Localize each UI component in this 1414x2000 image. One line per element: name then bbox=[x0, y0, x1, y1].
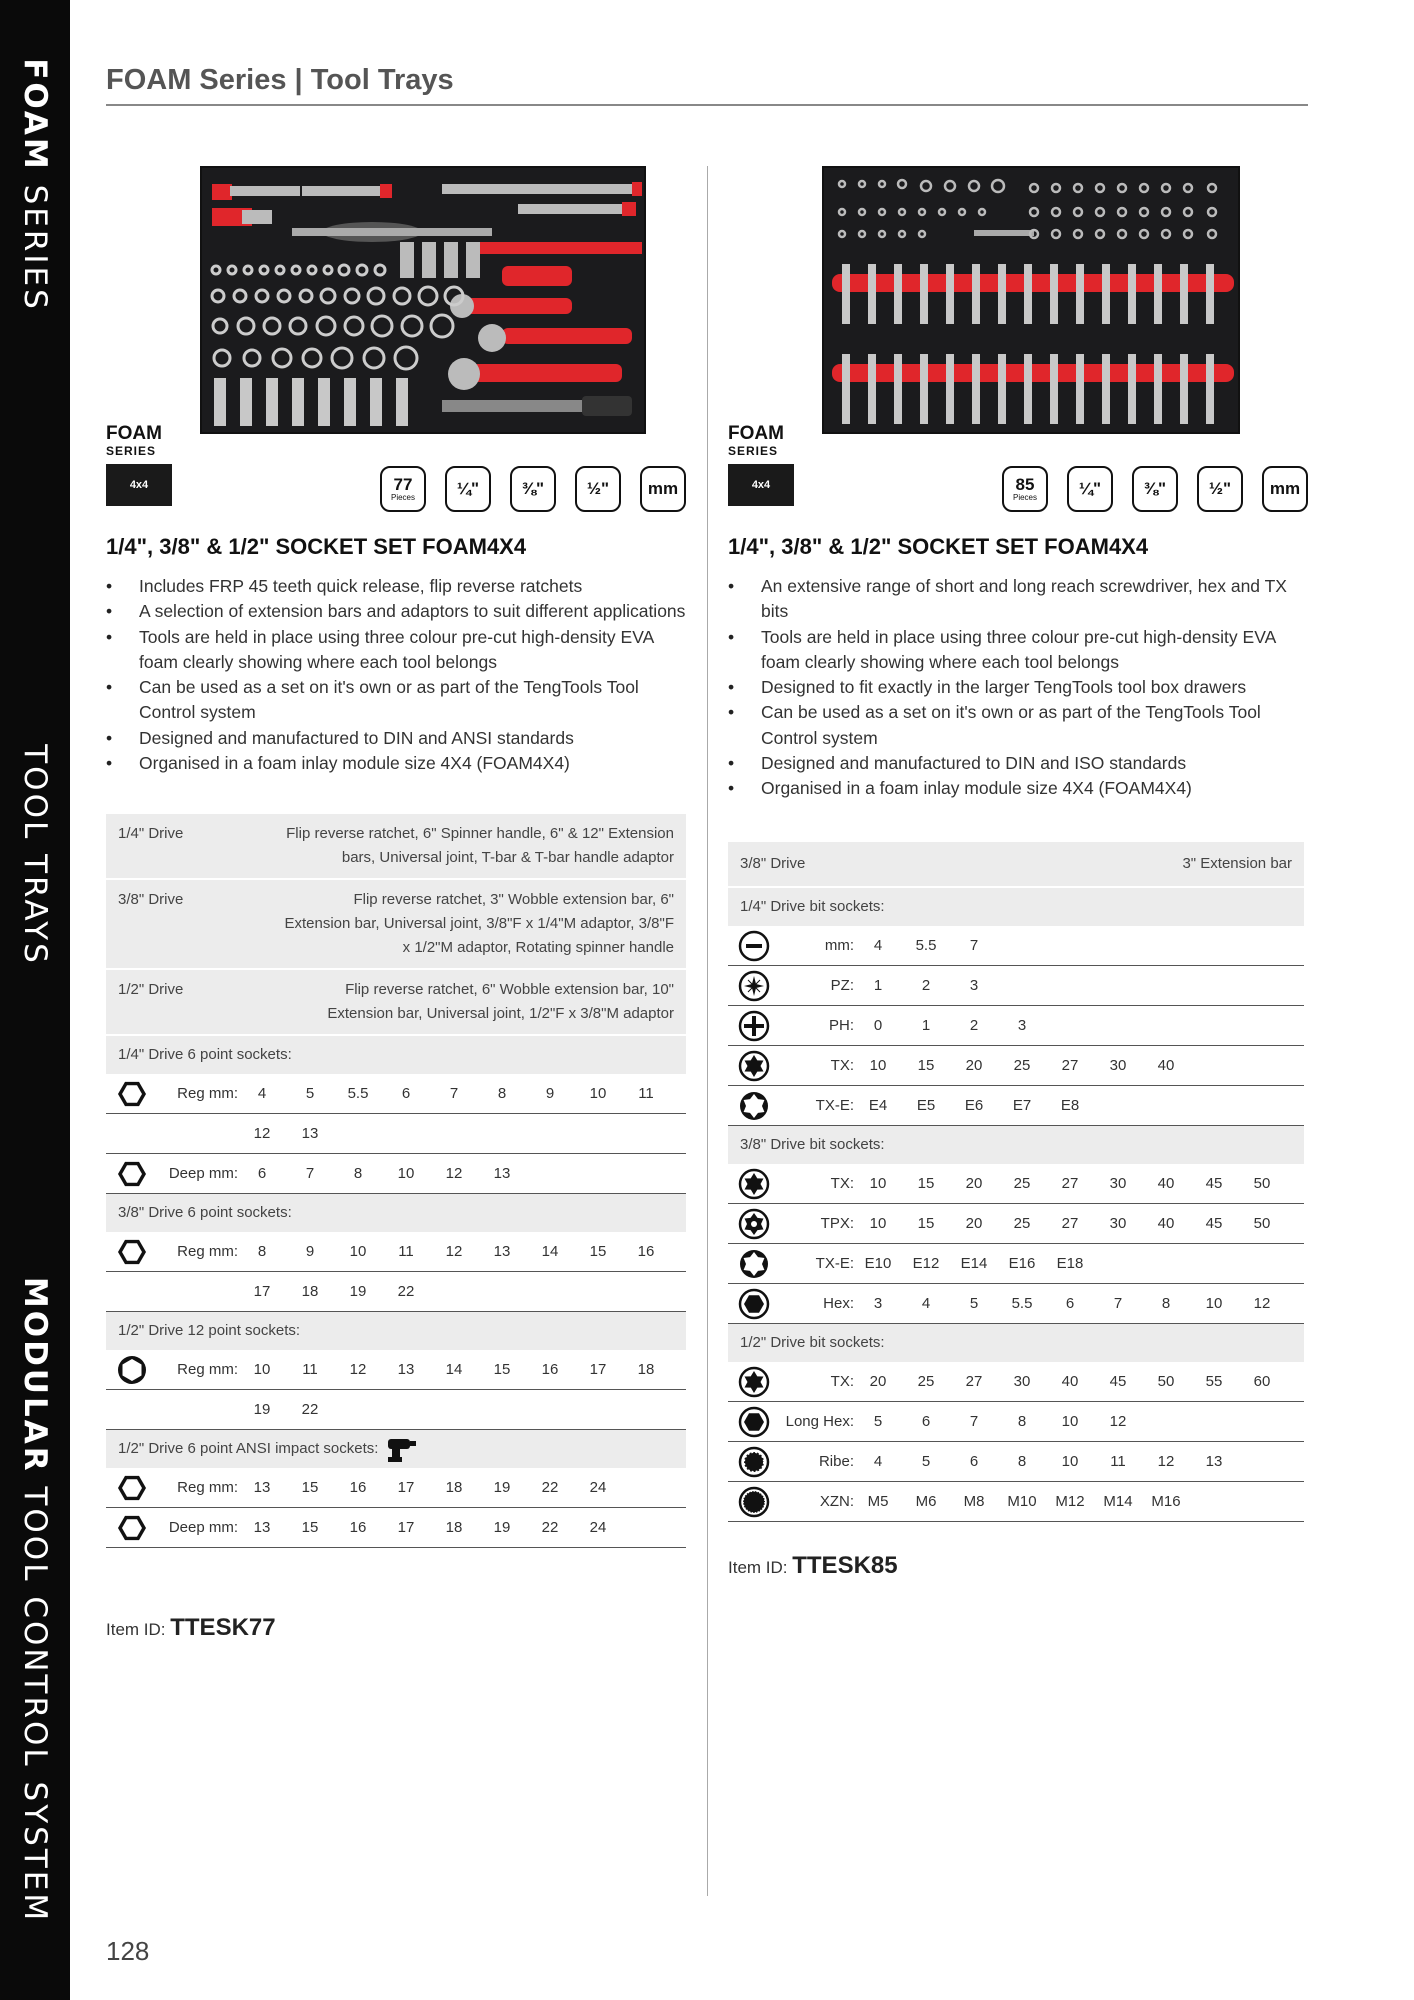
row-value: 19 bbox=[493, 1479, 511, 1496]
column-divider bbox=[707, 166, 708, 1896]
product-title: 1/4", 3/8" & 1/2" SOCKET SET FOAM4X4 bbox=[106, 534, 527, 559]
row-value: M6 bbox=[915, 1493, 937, 1510]
row-value: 7 bbox=[969, 1413, 979, 1430]
row-value: E10 bbox=[864, 1255, 892, 1272]
row-value: 14 bbox=[541, 1243, 559, 1260]
drive-row: 1/4" Drive Flip reverse ratchet, 6" Spinner handle, 6" & 12" Extension bars, Universal joint, T-bar & T-bar handle adaptor bbox=[106, 814, 686, 880]
row-value: 25 bbox=[1013, 1215, 1031, 1232]
row-value: 8 bbox=[353, 1165, 363, 1182]
row-value: 22 bbox=[541, 1479, 559, 1496]
e-torx-bit-icon bbox=[738, 1090, 770, 1122]
feature-item: • Designed and manufactured to DIN and ISO standards bbox=[728, 751, 1308, 776]
row-value: 1 bbox=[873, 977, 883, 994]
row-value: E7 bbox=[1012, 1097, 1032, 1114]
row-value: 10 bbox=[349, 1243, 367, 1260]
section-header: 1/4" Drive bit sockets: bbox=[728, 888, 1304, 926]
row-label: Deep mm: bbox=[168, 1165, 238, 1182]
feature-list bbox=[728, 574, 1308, 802]
feature-item: • An extensive range of short and long reach screwdriver, hex and TX bits bbox=[728, 574, 1308, 625]
row-value: 30 bbox=[1109, 1175, 1127, 1192]
row-value: 20 bbox=[965, 1175, 983, 1192]
spec-row bbox=[728, 1006, 1304, 1046]
row-value: 45 bbox=[1205, 1175, 1223, 1192]
hex-socket-icon bbox=[116, 1472, 148, 1504]
row-value: 10 bbox=[1205, 1295, 1223, 1312]
sidebar bbox=[0, 0, 70, 2000]
row-value: 19 bbox=[493, 1519, 511, 1536]
feature-item: • Designed to fit exactly in the larger TengTools tool box drawers bbox=[728, 675, 1308, 700]
feature-item: • Tools are held in place using three colour pre-cut high-density EVA foam clearly showing where each tool belongs bbox=[106, 625, 686, 676]
row-value: 50 bbox=[1253, 1215, 1271, 1232]
spec-row bbox=[106, 1390, 686, 1430]
row-value: 19 bbox=[349, 1283, 367, 1300]
spec-row bbox=[106, 1232, 686, 1272]
row-value: 4 bbox=[873, 937, 883, 954]
feature-item: • Organised in a foam inlay module size 4X4 (FOAM4X4) bbox=[106, 751, 686, 776]
row-value: 16 bbox=[637, 1243, 655, 1260]
row-value: E18 bbox=[1056, 1255, 1084, 1272]
row-value: 6 bbox=[921, 1413, 931, 1430]
row-value: 7 bbox=[1113, 1295, 1123, 1312]
row-value: 55 bbox=[1205, 1373, 1223, 1390]
row-label: TX-E: bbox=[815, 1097, 854, 1114]
spec-row bbox=[728, 1402, 1304, 1442]
row-value: E6 bbox=[964, 1097, 984, 1114]
row-value: 16 bbox=[541, 1361, 559, 1378]
row-value: 8 bbox=[1161, 1295, 1171, 1312]
row-value: 45 bbox=[1109, 1373, 1127, 1390]
xzn-bit-icon bbox=[738, 1486, 770, 1518]
spec-badges bbox=[1002, 466, 1308, 512]
row-value: 12 bbox=[445, 1243, 463, 1260]
row-value: 12 bbox=[253, 1125, 271, 1142]
half-inch-badge: ½" bbox=[1197, 466, 1243, 512]
row-value: 17 bbox=[253, 1283, 271, 1300]
row-value: 18 bbox=[637, 1361, 655, 1378]
row-value: E14 bbox=[960, 1255, 988, 1272]
row-value: 10 bbox=[397, 1165, 415, 1182]
feature-item: • Can be used as a set on it's own or as part of the TengTools Tool Control system bbox=[106, 675, 686, 726]
row-value: 3 bbox=[1017, 1017, 1027, 1034]
row-value: 4 bbox=[921, 1295, 931, 1312]
torx-bit-icon bbox=[738, 1168, 770, 1200]
spec-row bbox=[728, 966, 1304, 1006]
row-value: 13 bbox=[493, 1165, 511, 1182]
product-title: 1/4", 3/8" & 1/2" SOCKET SET FOAM4X4 bbox=[728, 534, 1149, 559]
row-label: Reg mm: bbox=[177, 1479, 238, 1496]
row-value: 5 bbox=[873, 1413, 883, 1430]
page-title: FOAM Series | Tool Trays bbox=[106, 64, 454, 96]
row-value: 18 bbox=[301, 1283, 319, 1300]
row-value: 25 bbox=[1013, 1175, 1031, 1192]
row-value: 2 bbox=[969, 1017, 979, 1034]
row-value: 5 bbox=[921, 1453, 931, 1470]
foam-series-logo: FOAM SERIES 4x4 bbox=[106, 424, 172, 506]
spec-row bbox=[728, 1164, 1304, 1204]
row-label: TX: bbox=[830, 1373, 854, 1390]
row-value: 8 bbox=[257, 1243, 267, 1260]
row-value: 40 bbox=[1061, 1373, 1079, 1390]
row-value: 20 bbox=[869, 1373, 887, 1390]
row-value: 12 bbox=[349, 1361, 367, 1378]
hex-bit-icon bbox=[738, 1288, 770, 1320]
twelve-point-socket-icon bbox=[116, 1354, 148, 1386]
row-value: 7 bbox=[305, 1165, 315, 1182]
row-value: 12 bbox=[1157, 1453, 1175, 1470]
item-id: Item ID: TTESK85 bbox=[728, 1552, 898, 1579]
row-value: 10 bbox=[869, 1057, 887, 1074]
half-inch-badge: ½" bbox=[575, 466, 621, 512]
row-value: 13 bbox=[253, 1479, 271, 1496]
spec-row bbox=[728, 1442, 1304, 1482]
feature-item: • Organised in a foam inlay module size 4X4 (FOAM4X4) bbox=[728, 776, 1308, 801]
row-value: 3 bbox=[873, 1295, 883, 1312]
metric-badge: mm bbox=[1262, 466, 1308, 512]
tray-photo-bits bbox=[822, 166, 1240, 434]
row-value: 0 bbox=[873, 1017, 883, 1034]
row-label: Reg mm: bbox=[177, 1243, 238, 1260]
socket-tray-illustration bbox=[202, 168, 646, 434]
row-label: Reg mm: bbox=[177, 1361, 238, 1378]
section-header: 1/2" Drive bit sockets: bbox=[728, 1324, 1304, 1362]
row-value: 11 bbox=[1110, 1453, 1126, 1470]
section-header: 1/2" Drive 6 point ANSI impact sockets: bbox=[106, 1430, 686, 1468]
row-value: 17 bbox=[397, 1519, 415, 1536]
row-value: 20 bbox=[965, 1215, 983, 1232]
row-label: Reg mm: bbox=[177, 1085, 238, 1102]
row-value: 8 bbox=[497, 1085, 507, 1102]
row-value: 8 bbox=[1017, 1413, 1027, 1430]
row-value: 2 bbox=[921, 977, 931, 994]
torx-plus-bit-icon bbox=[738, 1208, 770, 1240]
row-value: 15 bbox=[301, 1519, 319, 1536]
row-value: 10 bbox=[869, 1215, 887, 1232]
row-value: 6 bbox=[401, 1085, 411, 1102]
row-value: 1 bbox=[921, 1017, 931, 1034]
feature-item: • Designed and manufactured to DIN and ANSI standards bbox=[106, 726, 686, 751]
row-value: 10 bbox=[589, 1085, 607, 1102]
spec-row bbox=[728, 1204, 1304, 1244]
row-value: 6 bbox=[1065, 1295, 1075, 1312]
item-id: Item ID: TTESK77 bbox=[106, 1614, 276, 1641]
row-value: 5.5 bbox=[915, 937, 937, 954]
row-value: 40 bbox=[1157, 1215, 1175, 1232]
spec-row bbox=[728, 1362, 1304, 1402]
spec-row bbox=[106, 1468, 686, 1508]
row-value: 9 bbox=[305, 1243, 315, 1260]
sidebar-foam-series: FOAM SERIES bbox=[17, 58, 53, 312]
row-label: TX-E: bbox=[815, 1255, 854, 1272]
torx-bit-icon bbox=[738, 1050, 770, 1082]
row-value: 27 bbox=[1061, 1215, 1079, 1232]
feature-item: • Includes FRP 45 teeth quick release, flip reverse ratchets bbox=[106, 574, 686, 599]
row-label: TX: bbox=[830, 1175, 854, 1192]
row-value: 13 bbox=[397, 1361, 415, 1378]
row-value: 16 bbox=[349, 1519, 367, 1536]
foam-series-logo: FOAM SERIES 4x4 bbox=[728, 424, 794, 506]
row-value: 8 bbox=[1017, 1453, 1027, 1470]
slotted-bit-icon bbox=[738, 930, 770, 962]
row-value: 25 bbox=[917, 1373, 935, 1390]
row-value: 3 bbox=[969, 977, 979, 994]
row-value: 12 bbox=[445, 1165, 463, 1182]
row-value: M8 bbox=[963, 1493, 985, 1510]
row-label: TX: bbox=[830, 1057, 854, 1074]
spec-row bbox=[106, 1074, 686, 1114]
row-value: 6 bbox=[969, 1453, 979, 1470]
spec-row bbox=[728, 1284, 1304, 1324]
row-value: 10 bbox=[869, 1175, 887, 1192]
row-value: 4 bbox=[257, 1085, 267, 1102]
torx-bit-icon bbox=[738, 1366, 770, 1398]
row-value: 17 bbox=[589, 1361, 607, 1378]
row-value: 15 bbox=[493, 1361, 511, 1378]
row-value: 40 bbox=[1157, 1057, 1175, 1074]
quarter-inch-badge: ¼" bbox=[1067, 466, 1113, 512]
row-value: 6 bbox=[257, 1165, 267, 1182]
row-value: 7 bbox=[969, 937, 979, 954]
row-value: 45 bbox=[1205, 1215, 1223, 1232]
feature-item: • Tools are held in place using three colour pre-cut high-density EVA foam clearly showing where each tool belongs bbox=[728, 625, 1308, 676]
hex-socket-icon bbox=[116, 1158, 148, 1190]
row-value: 17 bbox=[397, 1479, 415, 1496]
section-header: 3/8" Drive bit sockets: bbox=[728, 1126, 1304, 1164]
row-value: E8 bbox=[1060, 1097, 1080, 1114]
module-size-badge: 4x4 bbox=[106, 464, 172, 506]
row-value: 13 bbox=[493, 1243, 511, 1260]
row-value: 30 bbox=[1109, 1057, 1127, 1074]
row-value: 10 bbox=[1061, 1453, 1079, 1470]
spec-table bbox=[728, 842, 1304, 1522]
spec-row bbox=[106, 1114, 686, 1154]
drive-row: 3/8" Drive Flip reverse ratchet, 3" Wobble extension bar, 6" Extension bar, Universal joint, 3/8"F x 1/4"M adaptor, 3/8"F x 1/2"M adaptor, Rotating spinner handle bbox=[106, 880, 686, 970]
row-label: Deep mm: bbox=[168, 1519, 238, 1536]
row-value: 15 bbox=[917, 1215, 935, 1232]
row-label: PH: bbox=[828, 1017, 854, 1034]
row-label: XZN: bbox=[819, 1493, 854, 1510]
module-size-badge: 4x4 bbox=[728, 464, 794, 506]
three-eighths-badge: ⅜" bbox=[1132, 466, 1178, 512]
row-value: 24 bbox=[589, 1519, 607, 1536]
row-value: 10 bbox=[1061, 1413, 1079, 1430]
bit-tray-illustration bbox=[824, 168, 1240, 434]
phillips-bit-icon bbox=[738, 1010, 770, 1042]
row-value: 5 bbox=[305, 1085, 315, 1102]
row-value: 22 bbox=[397, 1283, 415, 1300]
e-torx-bit-icon bbox=[738, 1248, 770, 1280]
row-label: mm: bbox=[824, 937, 854, 954]
row-value: 20 bbox=[965, 1057, 983, 1074]
ribe-bit-icon bbox=[738, 1446, 770, 1478]
row-value: 22 bbox=[541, 1519, 559, 1536]
row-value: 18 bbox=[445, 1519, 463, 1536]
spec-row bbox=[106, 1272, 686, 1312]
hex-socket-icon bbox=[116, 1512, 148, 1544]
row-value: 15 bbox=[917, 1057, 935, 1074]
hex-socket-icon bbox=[116, 1236, 148, 1268]
row-value: 13 bbox=[1205, 1453, 1223, 1470]
hex-socket-icon bbox=[116, 1078, 148, 1110]
row-value: 18 bbox=[445, 1479, 463, 1496]
spec-row bbox=[728, 1046, 1304, 1086]
row-value: 16 bbox=[349, 1479, 367, 1496]
row-value: 30 bbox=[1109, 1215, 1127, 1232]
row-value: 15 bbox=[589, 1243, 607, 1260]
row-value: 24 bbox=[589, 1479, 607, 1496]
row-value: 50 bbox=[1157, 1373, 1175, 1390]
drive-row: 3/8" Drive 3" Extension bar bbox=[728, 842, 1304, 888]
feature-item: • A selection of extension bars and adaptors to suit different applications bbox=[106, 599, 686, 624]
impact-wrench-icon bbox=[384, 1435, 418, 1463]
row-value: 40 bbox=[1157, 1175, 1175, 1192]
spec-row bbox=[728, 926, 1304, 966]
row-value: 19 bbox=[253, 1401, 271, 1418]
row-value: 13 bbox=[301, 1125, 319, 1142]
row-value: 22 bbox=[301, 1401, 319, 1418]
piece-count-badge: 85 Pieces bbox=[1002, 466, 1048, 512]
spec-badges bbox=[380, 466, 686, 512]
piece-count-badge: 77 Pieces bbox=[380, 466, 426, 512]
row-value: M16 bbox=[1151, 1493, 1181, 1510]
row-value: 4 bbox=[873, 1453, 883, 1470]
row-value: 13 bbox=[253, 1519, 271, 1536]
metric-badge: mm bbox=[640, 466, 686, 512]
hex-bit-icon bbox=[738, 1406, 770, 1438]
row-value: 15 bbox=[917, 1175, 935, 1192]
row-value: 5.5 bbox=[347, 1085, 369, 1102]
tray-photo-sockets bbox=[200, 166, 646, 434]
row-label: PZ: bbox=[830, 977, 854, 994]
row-value: 11 bbox=[398, 1243, 414, 1260]
row-value: E12 bbox=[912, 1255, 940, 1272]
row-value: E4 bbox=[868, 1097, 888, 1114]
row-value: M12 bbox=[1055, 1493, 1085, 1510]
row-value: 27 bbox=[1061, 1057, 1079, 1074]
spec-row bbox=[728, 1482, 1304, 1522]
row-value: M10 bbox=[1007, 1493, 1037, 1510]
row-label: Hex: bbox=[823, 1295, 854, 1312]
row-value: 30 bbox=[1013, 1373, 1031, 1390]
row-value: 12 bbox=[1253, 1295, 1271, 1312]
spec-row bbox=[106, 1508, 686, 1548]
quarter-inch-badge: ¼" bbox=[445, 466, 491, 512]
row-value: 11 bbox=[638, 1085, 654, 1102]
section-header: 1/2" Drive 12 point sockets: bbox=[106, 1312, 686, 1350]
row-value: 27 bbox=[965, 1373, 983, 1390]
row-value: 5.5 bbox=[1011, 1295, 1033, 1312]
row-label: Ribe: bbox=[818, 1453, 854, 1470]
row-value: 27 bbox=[1061, 1175, 1079, 1192]
sidebar-modular-system: MODULAR TOOL CONTROL SYSTEM bbox=[17, 1276, 53, 1924]
row-value: M5 bbox=[867, 1493, 889, 1510]
row-value: 50 bbox=[1253, 1175, 1271, 1192]
row-value: E5 bbox=[916, 1097, 936, 1114]
row-value: 7 bbox=[449, 1085, 459, 1102]
pozidriv-bit-icon bbox=[738, 970, 770, 1002]
row-value: E16 bbox=[1008, 1255, 1036, 1272]
row-value: 15 bbox=[301, 1479, 319, 1496]
spec-row bbox=[106, 1350, 686, 1390]
row-value: 60 bbox=[1253, 1373, 1271, 1390]
row-value: 25 bbox=[1013, 1057, 1031, 1074]
row-value: 9 bbox=[545, 1085, 555, 1102]
section-header: 1/4" Drive 6 point sockets: bbox=[106, 1036, 686, 1074]
feature-item: • Can be used as a set on it's own or as part of the TengTools Tool Control system bbox=[728, 700, 1308, 751]
spec-row bbox=[728, 1244, 1304, 1284]
row-value: M14 bbox=[1103, 1493, 1133, 1510]
spec-row bbox=[106, 1154, 686, 1194]
feature-list bbox=[106, 574, 686, 776]
three-eighths-badge: ⅜" bbox=[510, 466, 556, 512]
row-value: 14 bbox=[445, 1361, 463, 1378]
row-value: 10 bbox=[253, 1361, 271, 1378]
row-value: 12 bbox=[1109, 1413, 1127, 1430]
header-rule bbox=[106, 104, 1308, 106]
page-number: 128 bbox=[106, 1936, 150, 1966]
drive-row: 1/2" Drive Flip reverse ratchet, 6" Wobble extension bar, 10" Extension bar, Universal joint, 1/2"F x 3/8"M adaptor bbox=[106, 970, 686, 1036]
spec-table bbox=[106, 814, 686, 1548]
spec-row bbox=[728, 1086, 1304, 1126]
row-value: 5 bbox=[969, 1295, 979, 1312]
row-value: 11 bbox=[302, 1361, 318, 1378]
sidebar-tool-trays: TOOL TRAYS bbox=[17, 744, 53, 966]
section-header: 3/8" Drive 6 point sockets: bbox=[106, 1194, 686, 1232]
row-label: Long Hex: bbox=[785, 1413, 854, 1430]
row-label: TPX: bbox=[820, 1215, 854, 1232]
